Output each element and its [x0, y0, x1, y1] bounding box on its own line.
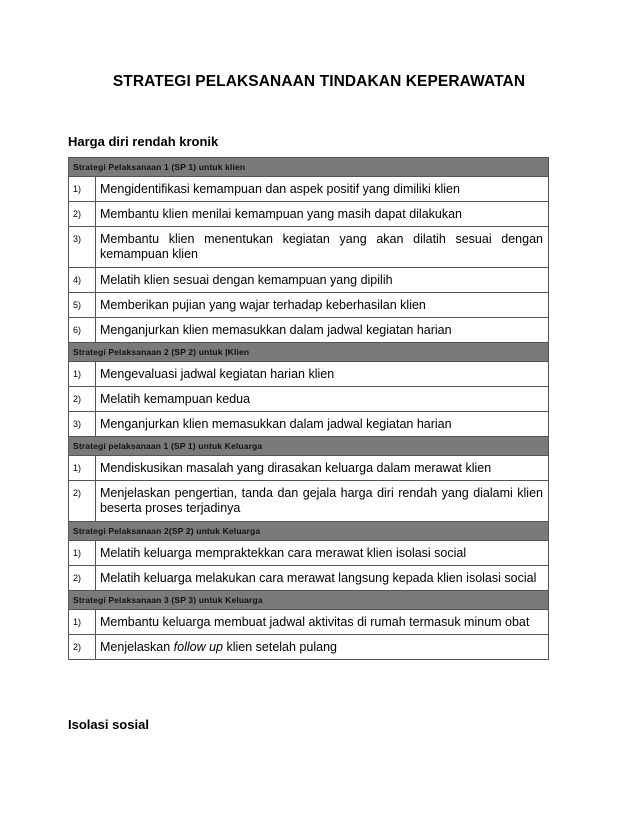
item-number: 1) [69, 610, 96, 635]
group-header-row [69, 522, 549, 541]
section-heading-isolasi-sosial: Isolasi sosial [68, 717, 149, 732]
section-heading-harga-diri: Harga diri rendah kronik [68, 134, 219, 149]
item-text: Melatih keluarga melakukan cara merawat langsung kepada klien isolasi social [96, 566, 549, 591]
item-number: 1) [69, 456, 96, 481]
item-number: 2) [69, 387, 96, 412]
group-header: Strategi Pelaksanaan 1 (SP 1) untuk klien [69, 158, 549, 177]
table-row [69, 481, 549, 522]
item-text: Melatih klien sesuai dengan kemampuan yang dipilih [96, 268, 549, 293]
table-row [69, 456, 549, 481]
group-header-row [69, 158, 549, 177]
item-text: Mendiskusikan masalah yang dirasakan keluarga dalam merawat klien [96, 456, 549, 481]
table-row [69, 227, 549, 268]
item-text: Menjelaskan pengertian, tanda dan gejala harga diri rendah yang dialami klien beserta proses terjadinya [96, 481, 549, 522]
item-number: 5) [69, 293, 96, 318]
table-row [69, 268, 549, 293]
table-row [69, 412, 549, 437]
item-number: 3) [69, 227, 96, 268]
table-row [69, 318, 549, 343]
item-number: 1) [69, 541, 96, 566]
group-header-row [69, 343, 549, 362]
item-text: Menganjurkan klien memasukkan dalam jadwal kegiatan harian [96, 412, 549, 437]
item-text: Menganjurkan klien memasukkan dalam jadwal kegiatan harian [96, 318, 549, 343]
item-number: 4) [69, 268, 96, 293]
item-number: 1) [69, 362, 96, 387]
item-number: 3) [69, 412, 96, 437]
item-text: Memberikan pujian yang wajar terhadap keberhasilan klien [96, 293, 549, 318]
item-text: Melatih kemampuan kedua [96, 387, 549, 412]
page-title: STRATEGI PELAKSANAAN TINDAKAN KEPERAWATAN [112, 73, 526, 90]
group-header-row [69, 437, 549, 456]
item-text: Membantu klien menilai kemampuan yang masih dapat dilakukan [96, 202, 549, 227]
item-number: 6) [69, 318, 96, 343]
group-header: Strategi Pelaksanaan 3 (SP 3) untuk Keluarga [69, 591, 549, 610]
table-row [69, 177, 549, 202]
item-text: Mengevaluasi jadwal kegiatan harian klien [96, 362, 549, 387]
item-text: Menjelaskan follow up klien setelah pulang [96, 635, 549, 660]
item-number: 1) [69, 177, 96, 202]
table-row [69, 202, 549, 227]
table-row [69, 635, 549, 660]
group-header: Strategi pelaksanaan 1 (SP 1) untuk Keluarga [69, 437, 549, 456]
item-text: Membantu klien menentukan kegiatan yang akan dilatih sesuai dengan kemampuan klien [96, 227, 549, 268]
item-number: 2) [69, 635, 96, 660]
strategy-table [68, 157, 549, 660]
table-row [69, 541, 549, 566]
table-row [69, 293, 549, 318]
item-number: 2) [69, 481, 96, 522]
item-text: Mengidentifikasi kemampuan dan aspek positif yang dimiliki klien [96, 177, 549, 202]
group-header: Strategi Pelaksanaan 2(SP 2) untuk Keluarga [69, 522, 549, 541]
item-number: 2) [69, 202, 96, 227]
group-header: Strategi Pelaksanaan 2 (SP 2) untuk |Klien [69, 343, 549, 362]
table-row [69, 362, 549, 387]
item-text: Membantu keluarga membuat jadwal aktivitas di rumah termasuk minum obat [96, 610, 549, 635]
item-text: Melatih keluarga mempraktekkan cara merawat klien isolasi social [96, 541, 549, 566]
table-row [69, 387, 549, 412]
table-row [69, 610, 549, 635]
group-header-row [69, 591, 549, 610]
strategy-table-body [69, 158, 549, 660]
italic-term: follow up [173, 639, 223, 654]
item-number: 2) [69, 566, 96, 591]
table-row [69, 566, 549, 591]
